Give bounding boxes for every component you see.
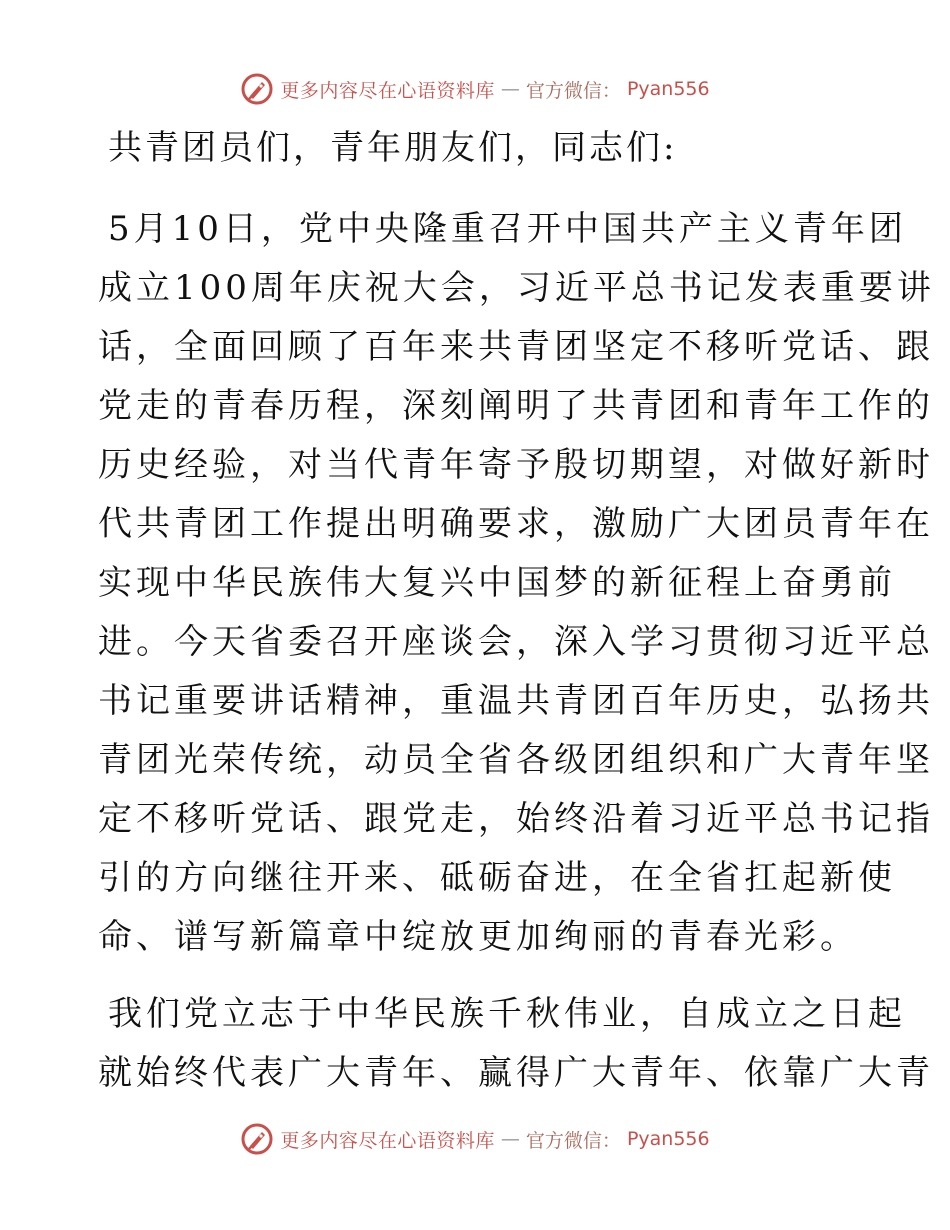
text-line: 青团光荣传统，动员全省各级团组织和广大青年坚: [98, 740, 934, 780]
text-line: 引的方向继往开来、砥砺奋进，在全省扛起新使: [98, 858, 896, 898]
watermark-text: 更多内容尽在心语资料库: [280, 1129, 495, 1152]
watermark-official-label: 官方微信：: [525, 79, 621, 102]
text-line: 代共青团工作提出明确要求，激励广大团员青年在: [98, 504, 934, 544]
text-line: 定不移听党话、跟党走，始终沿着习近平总书记指: [98, 799, 934, 839]
text-line: 就始终代表广大青年、赢得广大青年、依靠广大青: [98, 1053, 934, 1093]
footer-watermark: [0, 1122, 950, 1156]
text-line: 历史经验，对当代青年寄予殷切期望，对做好新时: [98, 445, 934, 485]
header-watermark: [0, 72, 950, 106]
watermark-separator: —: [500, 1128, 520, 1150]
document-body: [98, 122, 935, 1121]
text-line: 党走的青春历程，深刻阐明了共青团和青年工作的: [98, 386, 934, 426]
text-line: 成立100周年庆祝大会，习近平总书记发表重要讲: [98, 268, 935, 308]
text-line: 书记重要讲话精神，重温共青团百年历史，弘扬共: [98, 681, 934, 721]
salutation: 共青团员们，青年朋友们，同志们:: [108, 128, 678, 168]
paragraph-2: [98, 985, 934, 1103]
text-line: 实现中华民族伟大复兴中国梦的新征程上奋勇前: [98, 563, 896, 603]
pen-nib-logo-icon: [240, 72, 274, 106]
pen-nib-logo-icon: [240, 1122, 274, 1156]
watermark-wechat-id: Pyan556: [626, 1128, 710, 1150]
paragraph-1: [98, 200, 935, 967]
text-line: 我们党立志于中华民族千秋伟业，自成立之日起: [108, 994, 906, 1034]
watermark-text: 更多内容尽在心语资料库: [280, 79, 495, 102]
watermark-official-label: 官方微信：: [525, 1129, 621, 1152]
text-line: 5月10日，党中央隆重召开中国共产主义青年团: [108, 209, 907, 249]
watermark-separator: —: [500, 78, 520, 100]
text-line: 进。今天省委召开座谈会，深入学习贯彻习近平总: [98, 622, 934, 662]
text-line: 命、谱写新篇章中绽放更加绚丽的青春光彩。: [98, 917, 858, 957]
text-line: 话，全面回顾了百年来共青团坚定不移听党话、跟: [98, 327, 934, 367]
watermark-wechat-id: Pyan556: [626, 78, 710, 100]
